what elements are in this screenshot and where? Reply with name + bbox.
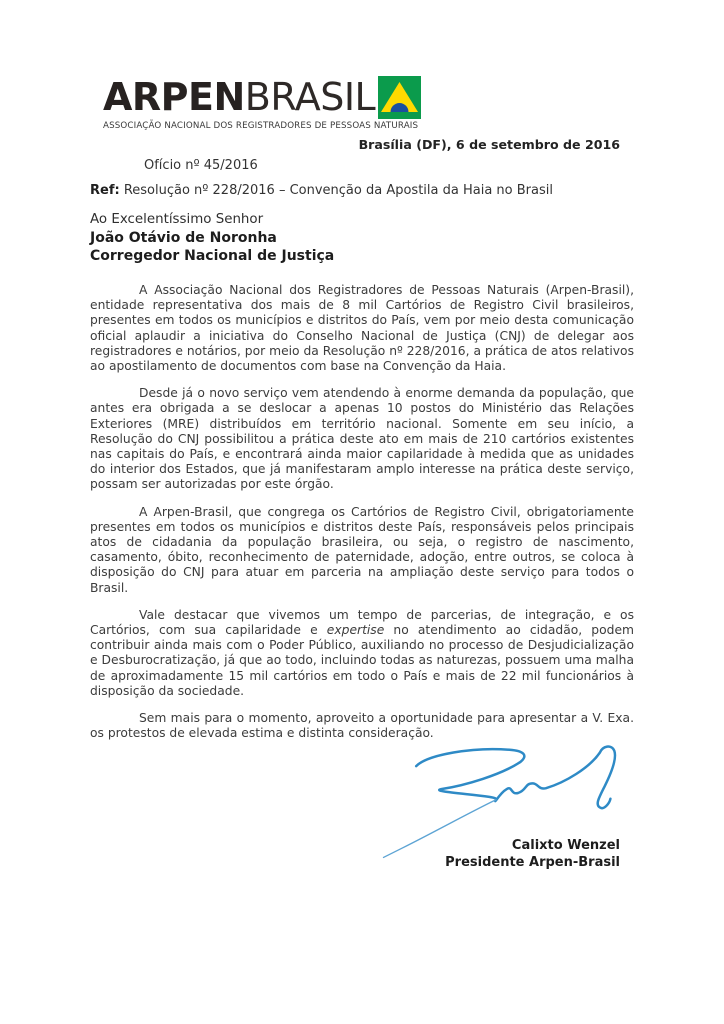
ref-text: Resolução nº 228/2016 – Convenção da Apostila da Haia no Brasil xyxy=(119,183,553,198)
brand-arpen: ARPEN xyxy=(103,75,245,119)
letter-paragraph-2: Desde já o novo serviço vem atendendo à enorme demanda da população, que antes era obrigada a se deslocar a apenas 10 postos do Ministério das Relações Exteriores (MRE) distribuídos em território nacional. Somente em seu início, a Resolução do CNJ possibilitou a prática deste ato em mais de 210 cartórios existentes nas capitais do País, e encontrará ainda maior capilaridade à medida que as unidades do interior dos Estados, que já manifestaram amplo interesse na prática deste serviço, possam ser autorizadas por este órgão. xyxy=(90,386,634,492)
letter-paragraph-5: Sem mais para o momento, aproveito a oportunidade para apresentar a V. Exa. os protestos de elevada estima e distinta consideração. xyxy=(90,711,634,741)
letter-paragraph-1: A Associação Nacional dos Registradores de Pessoas Naturais (Arpen-Brasil), entidade representativa dos mais de 8 mil Cartórios de Registro Civil brasileiros, presentes em todos os municípios e distritos do País, vem por meio desta comunicação oficial aplaudir a iniciativa do Conselho Nacional de Justiça (CNJ) de delegar aos registradores e notários, por meio da Resolução nº 228/2016, a prática de atos relativos ao apostilamento de documentos com base na Convenção da Haia. xyxy=(90,283,634,374)
signoff-name: Calixto Wenzel xyxy=(511,838,620,854)
paragraph-4-pre: Vale destacar que vivemos um tempo de parcerias, de integração, e os Cartórios, com sua capilaridade e xyxy=(90,607,634,638)
signoff-title: Presidente Arpen-Brasil xyxy=(445,855,620,871)
paragraph-4-post: no atendimento ao cidadão, podem contribuir ainda mais com o Poder Público, auxiliando no processo de Desjudicialização e Desburocratização, já que ao todo, incluindo todas as naturezas, possuem uma malha de aproximadamente 15 mil cartórios em todo o País e mais de 22 mil funcionários à disposição da sociedade. xyxy=(90,623,634,698)
addressee-salutation: Ao Excelentíssimo Senhor xyxy=(90,212,264,227)
brand-wordmark xyxy=(103,76,415,120)
ref-line xyxy=(90,183,634,198)
letterhead xyxy=(103,75,419,131)
signature-area xyxy=(90,741,634,837)
paragraph-4-expertise: expertise xyxy=(326,623,385,638)
letter-body xyxy=(90,283,634,741)
addressee-title: Corregedor Nacional de Justiça xyxy=(90,248,335,264)
letter-paragraph-4 xyxy=(90,608,634,699)
logo-caption: ASSOCIAÇÃO NACIONAL DOS REGISTRADORES DE PESSOAS NATURAIS xyxy=(103,121,419,131)
signoff-block xyxy=(90,837,634,871)
addressee-name: João Otávio de Noronha xyxy=(90,230,277,246)
brand-brasil: BRASIL xyxy=(244,75,376,119)
ref-label: Ref: xyxy=(90,183,120,198)
oficio-number: Ofício nº 45/2016 xyxy=(144,158,258,173)
addressee-block xyxy=(90,211,634,265)
letter-paragraph-3: A Arpen-Brasil, que congrega os Cartórios de Registro Civil, obrigatoriamente presentes em todos os municípios e distritos deste País, responsáveis pelos principais atos de cidadania da população brasileira, ou seja, o registro de nascimento, casamento, óbito, reconhecimento de paternidade, adoção, entre outros, se coloca à disposição do CNJ para atuar em parceria na ampliação deste serviço para todos o Brasil. xyxy=(90,504,634,595)
date-line: Brasília (DF), 6 de setembro de 2016 xyxy=(358,137,620,152)
brazil-flag-icon xyxy=(378,76,421,119)
